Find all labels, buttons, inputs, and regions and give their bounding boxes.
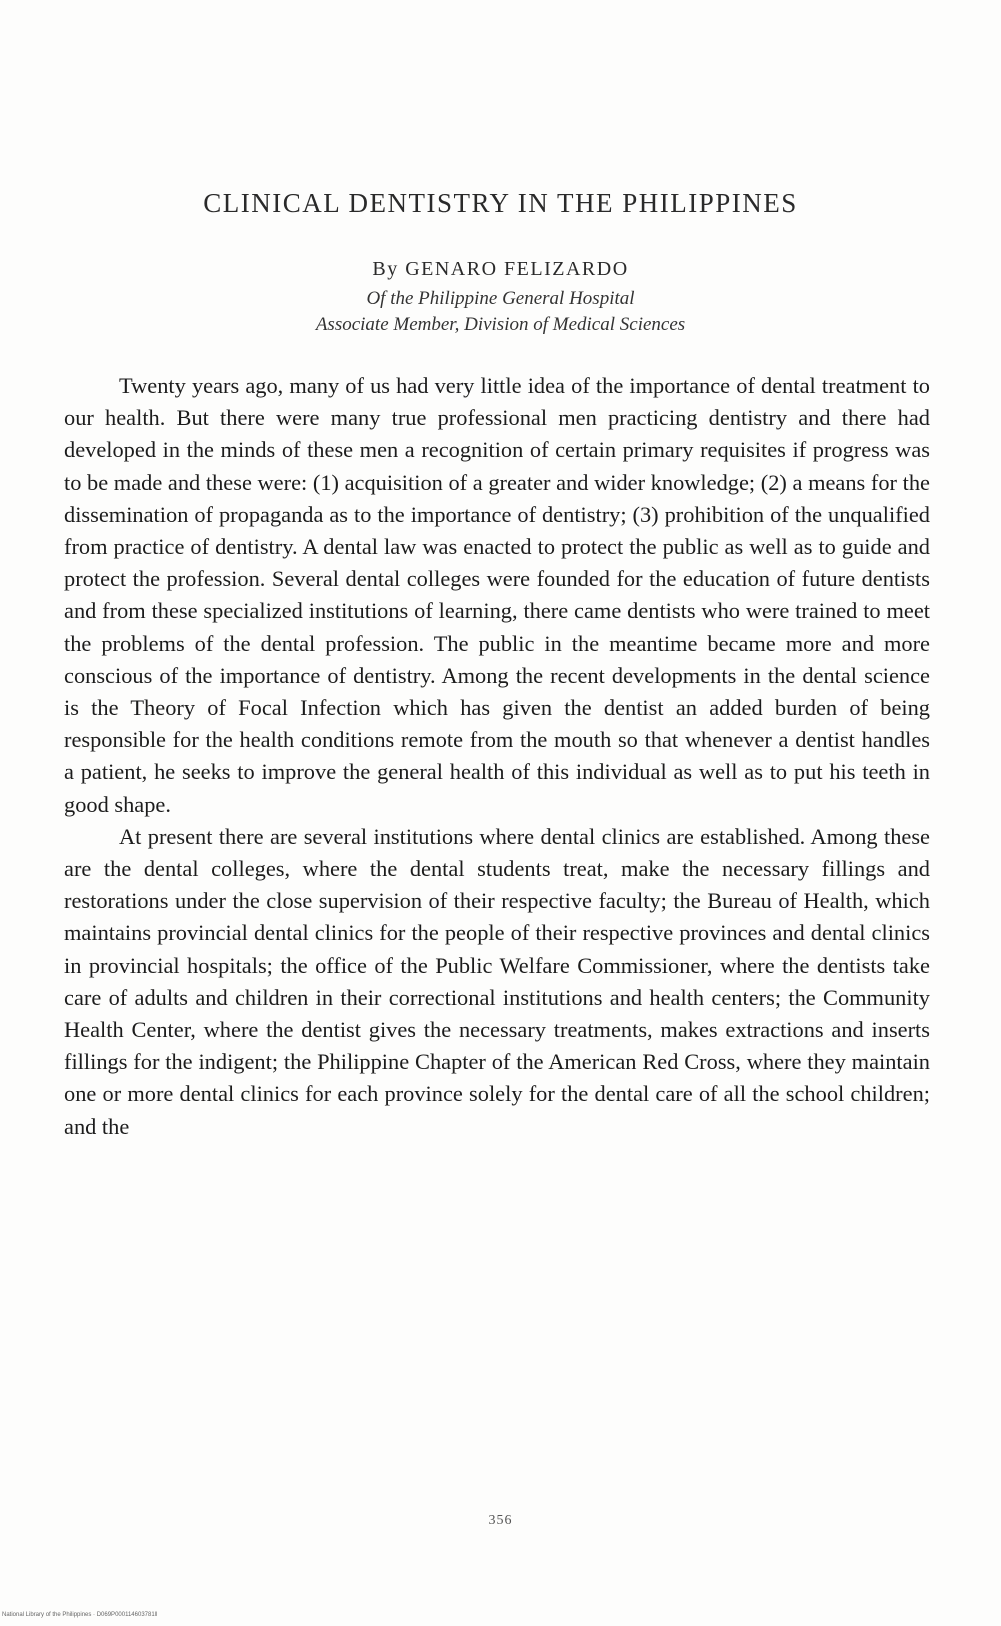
article-title: CLINICAL DENTISTRY IN THE PHILIPPINES (203, 188, 798, 218)
page-number: 356 (488, 1513, 513, 1528)
author-affiliation-1: Of the Philippine General Hospital (366, 288, 635, 309)
author-byline: By GENARO FELIZARDO (372, 258, 629, 280)
paragraph-2: At present there are several institutions where dental clinics are established. Among these are the dental colleges, where the dental students treat, make the necessary fillings and restorations under the close supervision of their respective faculty; the Bureau of Health, which maintains provincial dental clinics for the people of their respective provinces and dental clinics in provincial hospitals; the office of the Public Welfare Commissioner, where the dentists take care of adults and children in their correctional institutions and health centers; the Community Health Center, where the dentist gives the necessary treatments, makes extractions and inserts fillings for the indigent; the Philippine Chapter of the American Red Cross, where they maintain one or more dental clinics for each province solely for the dental care of all the school children; and the (64, 823, 930, 1139)
article-body (64, 370, 930, 1143)
author-affiliation-2: Associate Member, Division of Medical Sciences (315, 314, 686, 335)
scan-footer-note: National Library of the Philippines · D069P000114603781ll (2, 1612, 158, 1618)
paragraph-1: Twenty years ago, many of us had very little idea of the importance of dental treatment to our health. But there were many true professional men practicing dentistry and there had developed in the minds of these men a recognition of certain primary requisites if progress was to be made and these were: (1) acquisition of a greater and wider knowledge; (2) a means for the dissemination of propaganda as to the importance of dentistry; (3) prohibition of the unqualified from practice of dentistry. A dental law was enacted to protect the public as well as to guide and protect the profession. Several dental colleges were founded for the education of future dentists and from these specialized institutions of learning, there came dentists who were trained to meet the problems of the dental profession. The public in the meantime became more and more conscious of the importance of dentistry. Among the recent developments in the dental science is the Theory of Focal Infection which has given the dentist an added burden of being responsible for the health conditions remote from the mouth so that whenever a dentist handles a patient, he seeks to improve the general health of this individual as well as to put his teeth in good shape. (64, 373, 930, 817)
